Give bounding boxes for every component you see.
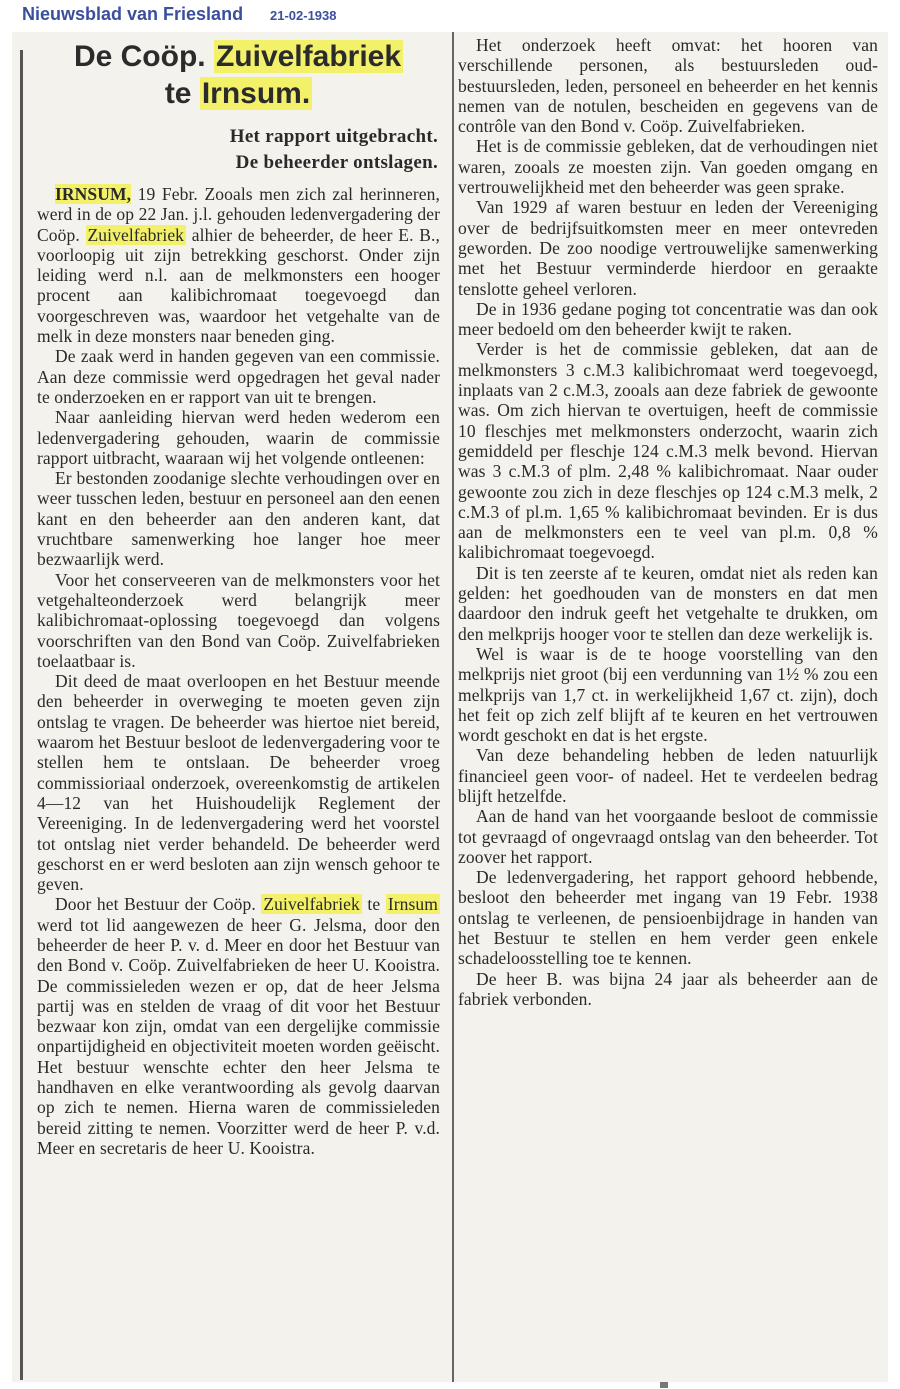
newspaper-name: Nieuwsblad van Friesland (22, 4, 244, 24)
subhead-2: De beheerder ontslagen. (235, 152, 438, 173)
paragraph-12: Verder is het de commissie gebleken, dat aan de melkmonsters 3 c.M.3 kalibichromaat werd toegevoegd, inplaats van 2 c.M.3, zooals aan deze fabriek de gewoonte was. Om zich hiervan te overtuigen, heeft de commissie 10 fleschjes met melkmonsters onderzocht, waarin zich gemiddeld per fleschje 124 c.M.3 melk bevond. Hiervan was 3 c.M.3 of plm. 2,48 % kalibichromaat. Naar ouder gewoonte zou zich in deze fleschjes op 124 c.M.3 melk, 2 c.M.3 of pl.m. 1,65 % kalibichromaat bevinden. Er is dus aan de melkmonsters een te veel van pl.m. 0,8 % kalibichromaat toegevoegd. (458, 339, 878, 563)
column-left (37, 32, 440, 1158)
paragraph-10: Van 1929 af waren bestuur en leden der Vereeniging over de bedrijfsuitkomsten meer en meer ontevreden geworden. De zoo noodige vertrouwelijke samenwerking met het Bestuur verminderde hierdoor en geraakte tenslotte geheel verloren. (458, 197, 878, 299)
highlight-irnsum: Irnsum (387, 894, 438, 915)
article-subheads (37, 124, 440, 176)
title-line-2: te Irnsum. (164, 77, 311, 110)
paragraph-13: Dit is ten zeerste af te keuren, omdat niet als reden kan gelden: het goedhouden van de monsters en dat men daardoor den indruk geeft het vetgehalte te drukken, om den melkprijs hooger voor te stellen dan deze werkelijk is. (458, 562, 878, 644)
paragraph-6: Dit deed de maat overloopen en het Bestuur meende den beheerder in overweging te moeten geven zijn ontslag te vragen. De beheerder was hiertoe niet bereid, waarom het Bestuur besloot de ledenvergadering voor te stellen hem te ontslaan. De beheerder vroeg commissioriaal onderzoek, overeenkomstig de artikelen 4—12 van het Huishoudelijk Reglement der Vereeniging. In de ledenvergadering werd het voorstel tot ontslag niet verder behandeld. De beheerder werd geschorst en er werd besloten aan zijn wensch gehoor te geven. (37, 671, 440, 895)
highlight-zuivelfabriek-2: Zuivelfabriek (263, 894, 360, 915)
title-highlight-zuivelfabriek: Zuivelfabriek (215, 40, 402, 73)
paragraph-18: De heer B. was bijna 24 jaar als beheerder aan de fabriek verbonden. (458, 968, 878, 1009)
left-border-rule (20, 50, 23, 1380)
paragraph-2: De zaak werd in handen gegeven van een commissie. Aan deze commissie werd opgedragen het geval nader te onderzoeken en er rapport van uit te brengen. (37, 346, 440, 407)
paragraph-15: Van deze behandeling hebben de leden natuurlijk financieel geen voor- of nadeel. Het te verdeelen bedrag blijft hetzelfde. (458, 745, 878, 806)
column-divider (452, 32, 454, 1382)
paragraph-9: Het is de commissie gebleken, dat de verhoudingen niet waren, zooals ze moesten zijn. Van goeden omgang en vertrouwelijkheid met den beheerder was geen sprake. (458, 136, 878, 198)
paragraph-17: De ledenvergadering, het rapport gehoord hebbende, besloot den beheerder met ingang van 19 Febr. 1938 ontslag te verleenen, de pensioenbijdrage in handen van het Bestuur te stellen en hem verder geen enkele schadeloosstelling toe te kennen. (458, 867, 878, 969)
source-header (0, 0, 900, 30)
publication-date: 21-02-1938 (270, 8, 337, 23)
paragraph-4: Er bestonden zoodanige slechte verhoudingen over en weer tusschen leden, bestuur en personeel aan den eenen kant en den beheerder aan den anderen kant, dat vruchtbare samenwerking hoe langer hoe meer bezwaarlijk werd. (37, 468, 440, 570)
article-title (37, 38, 440, 112)
paragraph-11: De in 1936 gedane poging tot concentratie was dan ook meer bedoeld om den beheerder kwijt te raken. (458, 298, 878, 340)
paragraph-16: Aan de hand van het voorgaande besloot de commissie tot gevraagd of ongevraagd ontslag van den beheerder. Tot zoover het rapport. (458, 806, 878, 867)
article-body-right (458, 35, 878, 1009)
title-highlight-irnsum: Irnsum. (201, 77, 311, 110)
paragraph-7: Door het Bestuur der Coöp. Zuivelfabriek te Irnsum werd tot lid aangewezen de heer G. Jelsma, door den beheerder de heer P. v. d. Meer en door het Bestuur van den Bond v. Coöp. Zuivelfabrieken de heer U. Kooistra. De commissieleden wezen er op, dat de heer Jelsma partij was en stelden de vraag of dit voor het Bestuur bezwaar kon zijn, omdat van een dergelijke commissie onpartijdigheid en objectiviteit moeten worden geëischt. Het bestuur wenschte echter den heer Jelsma te handhaven en elke verantwoording als gevolg daarvan op zich te nemen. Hierna waren de commissieleden bereid zitting te nemen. Voorzitter werd de heer P. v.d. Meer en secretaris de heer U. Kooistra. (37, 894, 440, 1158)
dateline-place: IRNSUM, (55, 184, 132, 204)
title-line-1: De Coöp. Zuivelfabriek (73, 40, 402, 73)
paragraph-5: Voor het conserveeren van de melkmonsters voor het vetgehalteonderzoek werd belangrijk meer kalibichromaat-oplossing toegevoegd dan volgens voorschriften van den Bond van Coöp. Zuivelfabrieken toelaatbaar is. (37, 569, 440, 671)
column-right (458, 32, 878, 1009)
subhead-1: Het rapport uitgebracht. (229, 126, 438, 147)
clipping-bottom-mark (660, 1382, 668, 1388)
newspaper-clipping (12, 32, 888, 1382)
article-body-left (37, 184, 440, 1158)
paragraph-14: Wel is waar is de te hooge voorstelling van den melkprijs niet groot (bij een verdunning van 1½ % zou een melkprijs van 1,7 ct. in werkelijkheid 1,67 ct. zijn), doch het feit op zich zelf blijft af te keuren en het vertrouwen wordt geschokt en dat is het ergste. (458, 643, 878, 746)
highlight-zuivelfabriek: Zuivelfabriek (87, 224, 185, 245)
paragraph-3: Naar aanleiding hiervan werd heden wederom een ledenvergadering gehouden, waarin de commissie rapport uitbracht, waaraan wij het volgende ontleenen: (37, 407, 440, 468)
paragraph-1: IRNSUM, 19 Febr. Zooals men zich zal herinneren, werd in de op 22 Jan. j.l. gehouden ledenvergadering der Coöp. Zuivelfabriek alhier de beheerder, de heer E. B., voorloopig uit zijn betrekking geschorst. Onder zijn leiding werd n.l. aan de melkmonsters een hooger procent aan kalibichromaat toegevoegd dan voorgeschreven was, waardoor het vetgehalte van de melk in deze monsters naar beneden ging. (37, 184, 440, 347)
paragraph-8: Het onderzoek heeft omvat: het hooren van verschillende personen, als bestuursleden oud-bestuursleden, leden, personeel en beheerder en het kennis nemen van de notulen, bescheiden en gegevens van de contrôle van den Bond v. Coöp. Zuivelfabrieken. (458, 35, 878, 137)
